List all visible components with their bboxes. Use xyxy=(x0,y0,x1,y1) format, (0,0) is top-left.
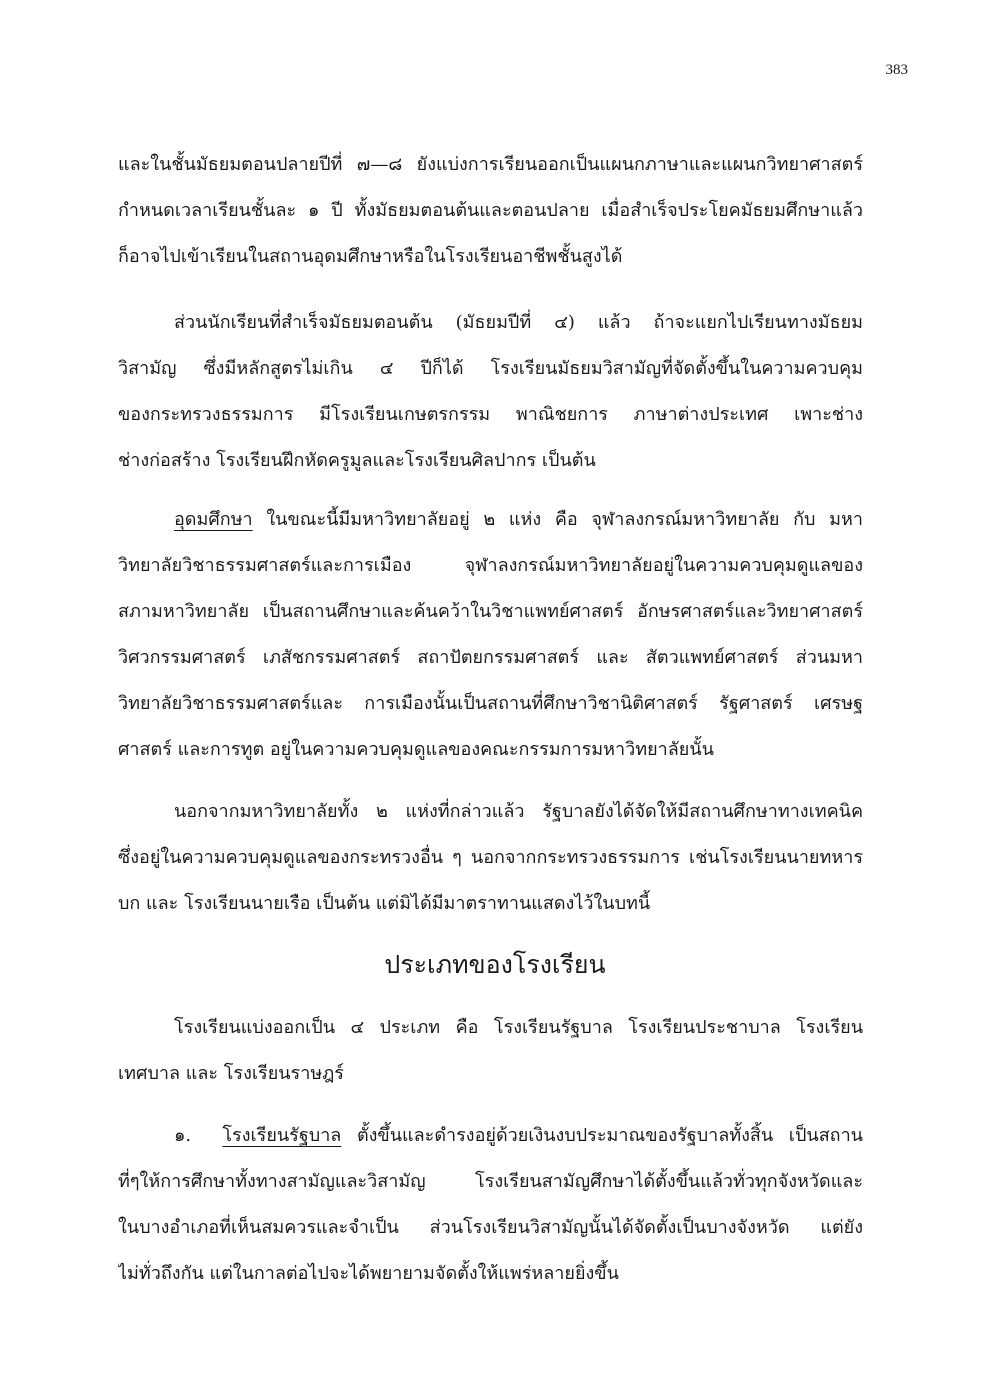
text-line: สภามหาวิทยาลัย เป็นสถานศึกษาและค้นคว้าในวิชาแพทย์ศาสตร์ อักษรศาสตร์และวิทยาศาสตร์ xyxy=(118,601,863,622)
term-government-school: โรงเรียนรัฐบาล xyxy=(222,1125,342,1146)
text-line: และในชั้นมัธยมตอนปลายปีที่ ๗—๘ ยังแบ่งการเรียนออกเป็นแผนกภาษาและแผนกวิทยาศาสตร์ xyxy=(118,154,863,175)
section-heading: ประเภทของโรงเรียน xyxy=(384,950,606,979)
text-line xyxy=(118,1113,863,1159)
text-line: ของกระทรวงธรรมการ มีโรงเรียนเกษตรกรรม พาณิชยการ ภาษาต่างประเทศ เพาะช่าง xyxy=(118,404,863,425)
text-line: ที่ๆให้การศึกษาทั้งทางสามัญและวิสามัญ โรงเรียนสามัญศึกษาได้ตั้งขึ้นแล้วทั่วทุกจังหวัดและ xyxy=(118,1171,863,1192)
text-line: บก และ โรงเรียนนายเรือ เป็นต้น แต่มิได้มีมาตราทานแสดงไว้ในบทนี้ xyxy=(118,893,651,914)
text-line: วิทยาลัยวิชาธรรมศาสตร์และ การเมืองนั้นเป็นสถานที่ศึกษาวิชานิติศาสตร์ รัฐศาสตร์ เศรษฐ xyxy=(118,693,863,714)
text-line: ก็อาจไปเข้าเรียนในสถานอุดมศึกษาหรือในโรงเรียนอาชีพชั้นสูงได้ xyxy=(118,246,623,267)
item-number: ๑. xyxy=(174,1125,192,1146)
paragraph-government-schools xyxy=(118,1113,863,1297)
paragraph-school-types xyxy=(118,1005,863,1097)
paragraph-secondary-upper xyxy=(118,142,863,280)
paragraph-higher-education xyxy=(118,497,863,773)
text-line: เทศบาล และ โรงเรียนราษฎร์ xyxy=(118,1063,344,1084)
text-line: ไม่ทั่วถึงกัน แต่ในกาลต่อไปจะได้พยายามจัดตั้งให้แพร่หลายยิ่งขึ้น xyxy=(118,1263,619,1284)
text-line: ศาสตร์ และการทูต อยู่ในความควบคุมดูแลของคณะกรรมการมหาวิทยาลัยนั้น xyxy=(118,739,714,760)
term-higher-education: อุดมศึกษา xyxy=(174,509,253,530)
paragraph-technical-schools xyxy=(118,789,863,927)
text-line: โรงเรียนแบ่งออกเป็น ๔ ประเภท คือ โรงเรียนรัฐบาล โรงเรียนประชาบาล โรงเรียน xyxy=(174,1017,863,1038)
text-line: ซึ่งอยู่ในความควบคุมดูแลของกระทรวงอื่น ๆ นอกจากกระทรวงธรรมการ เช่นโรงเรียนนายทหาร xyxy=(118,847,863,868)
text-line: ส่วนนักเรียนที่สำเร็จมัธยมตอนต้น (มัธยมปีที่ ๔) แล้ว ถ้าจะแยกไปเรียนทางมัธยม xyxy=(174,312,863,333)
text-line: ช่างก่อสร้าง โรงเรียนฝึกหัดครูมูลและโรงเรียนศิลปากร เป็นต้น xyxy=(118,450,596,471)
text-line: วิสามัญ ซึ่งมีหลักสูตรไม่เกิน ๔ ปีก็ได้ โรงเรียนมัธยมวิสามัญที่จัดตั้งขึ้นในความควบคุม xyxy=(118,358,863,379)
text-line: ในบางอำเภอที่เห็นสมควรและจำเป็น ส่วนโรงเรียนวิสามัญนั้นได้จัดตั้งเป็นบางจังหวัด แต่ยัง xyxy=(118,1217,863,1238)
text-span: ในขณะนี้มีมหาวิทยาลัยอยู่ ๒ แห่ง คือ จุฬาลงกรณ์มหาวิทยาลัย กับ มหา xyxy=(252,509,863,530)
text-line: วิศวกรรมศาสตร์ เภสัชกรรมศาสตร์ สถาปัตยกรรมศาสตร์ และ สัตวแพทย์ศาสตร์ ส่วนมหา xyxy=(118,647,863,668)
text-line xyxy=(118,497,863,543)
text-line: วิทยาลัยวิชาธรรมศาสตร์และการเมือง จุฬาลงกรณ์มหาวิทยาลัยอยู่ในความควบคุมดูแลของ xyxy=(118,555,863,576)
text-span: ตั้งขึ้นและดำรงอยู่ด้วยเงินงบประมาณของรัฐบาลทั้งสิ้น เป็นสถาน xyxy=(341,1125,863,1146)
paragraph-secondary-vocational xyxy=(118,300,863,484)
text-line: กำหนดเวลาเรียนชั้นละ ๑ ปี ทั้งมัธยมตอนต้นและตอนปลาย เมื่อสำเร็จประโยคมัธยมศึกษาแล้ว xyxy=(118,200,863,221)
text-line: นอกจากมหาวิทยาลัยทั้ง ๒ แห่งที่กล่าวแล้ว รัฐบาลยังได้จัดให้มีสถานศึกษาทางเทคนิค xyxy=(174,801,863,822)
page-number: 383 xyxy=(885,62,908,78)
